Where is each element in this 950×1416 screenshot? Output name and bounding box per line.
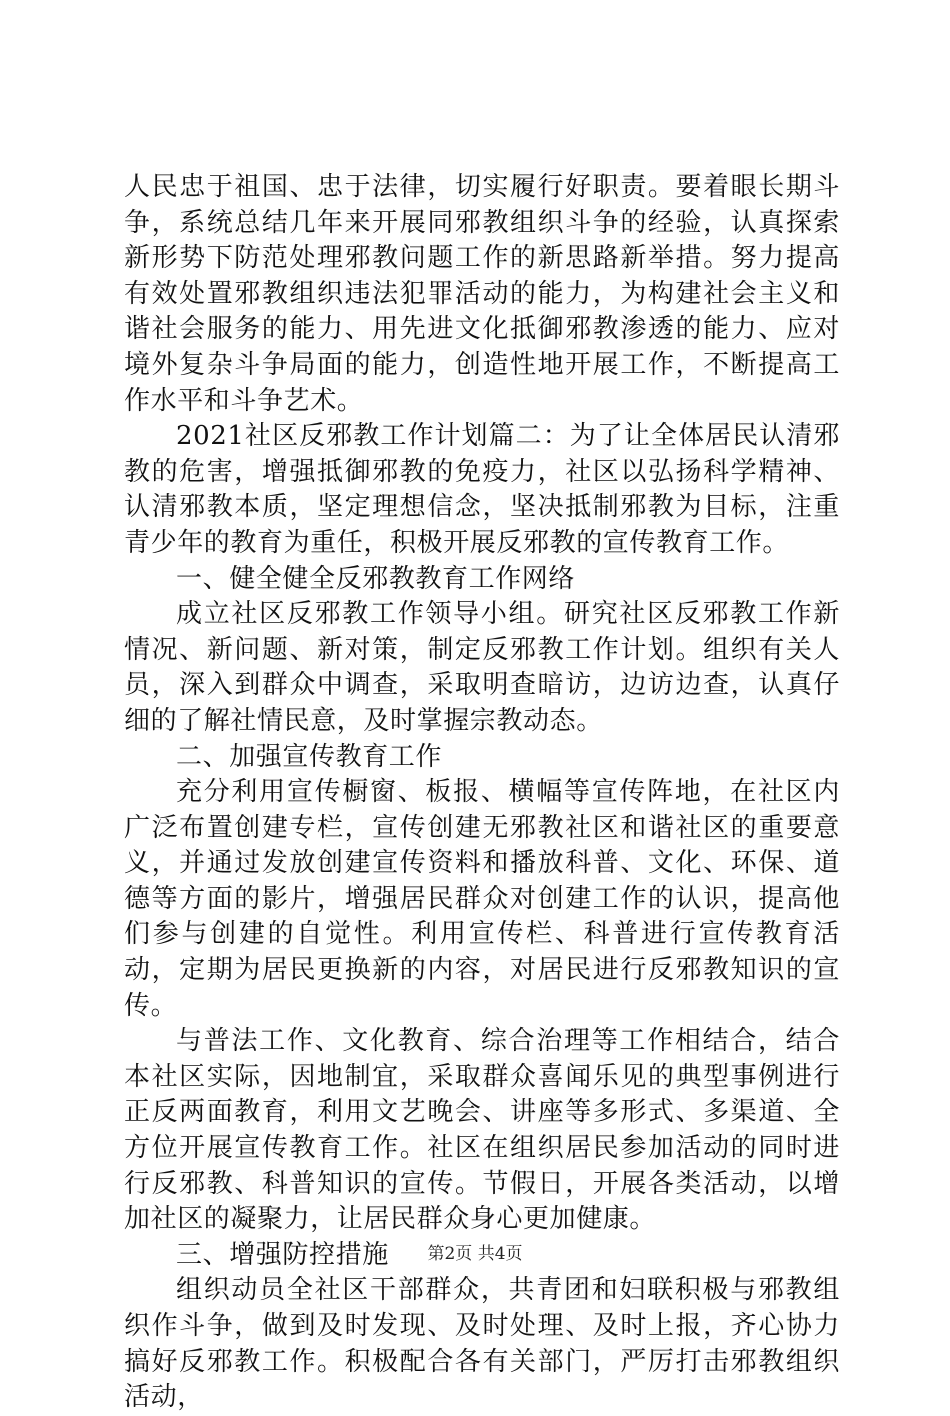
section-heading-1: 一、健全健全反邪教教育工作网络 xyxy=(176,563,576,594)
section-heading-3: 三、增强防控措施 xyxy=(176,1239,389,1270)
document-body xyxy=(124,170,840,1416)
paragraph-section-2a: 充分利用宣传橱窗、板报、横幅等宣传阵地，在社区内广泛布置创建专栏，宣传创建无邪教社区和谐社区的重要意义，并通过发放创建宣传资料和播放科普、文化、环保、道德等方面的影片，增强居民群众对创建工作的认识，提高他们参与创建的自觉性。利用宣传栏、科普进行宣传教育活动，定期为居民更换新的内容，对居民进行反邪教知识的宣传。 xyxy=(124,777,840,1021)
section-heading-2: 二、加强宣传教育工作 xyxy=(176,741,443,772)
paragraph-continuation: 人民忠于祖国、忠于法律，切实履行好职责。要着眼长期斗争，系统总结几年来开展同邪教组织斗争的经验，认真探索新形势下防范处理邪教问题工作的新思路新举措。努力提高有效处置邪教组织违法犯罪活动的能力，为构建社会主义和谐社会服务的能力、用先进文化抵御邪教渗透的能力、应对境外复杂斗争局面的能力，创造性地开展工作，不断提高工作水平和斗争艺术。 xyxy=(124,172,840,416)
paragraph-section-3: 组织动员全社区干部群众，共青团和妇联积极与邪教组织作斗争，做到及时发现、及时处理、及时上报，齐心协力搞好反邪教工作。积极配合各有关部门，严厉打击邪教组织活动， xyxy=(124,1275,840,1413)
paragraph-section-1: 成立社区反邪教工作领导小组。研究社区反邪教工作新情况、新问题、新对策，制定反邪教工作计划。组织有关人员，深入到群众中调查，采取明查暗访，边访边查，认真仔细的了解社情民意，及时掌握宗教动态。 xyxy=(124,599,840,736)
paragraph-plan-intro: 2021社区反邪教工作计划篇二：为了让全体居民认清邪教的危害，增强抵御邪教的免疫力，社区以弘扬科学精神、认清邪教本质，坚定理想信念，坚决抵制邪教为目标，注重青少年的教育为重任，积极开展反邪教的宣传教育工作。 xyxy=(124,421,840,558)
paragraph-section-2b: 与普法工作、文化教育、综合治理等工作相结合，结合本社区实际，因地制宜，采取群众喜闻乐见的典型事例进行正反两面教育，利用文艺晚会、讲座等多形式、多渠道、全方位开展宣传教育工作。社区在组织居民参加活动的同时进行反邪教、科普知识的宣传。节假日，开展各类活动，以增加社区的凝聚力，让居民群众身心更加健康。 xyxy=(124,1026,840,1235)
page-footer: 第2页 共4页 xyxy=(427,1244,523,1264)
